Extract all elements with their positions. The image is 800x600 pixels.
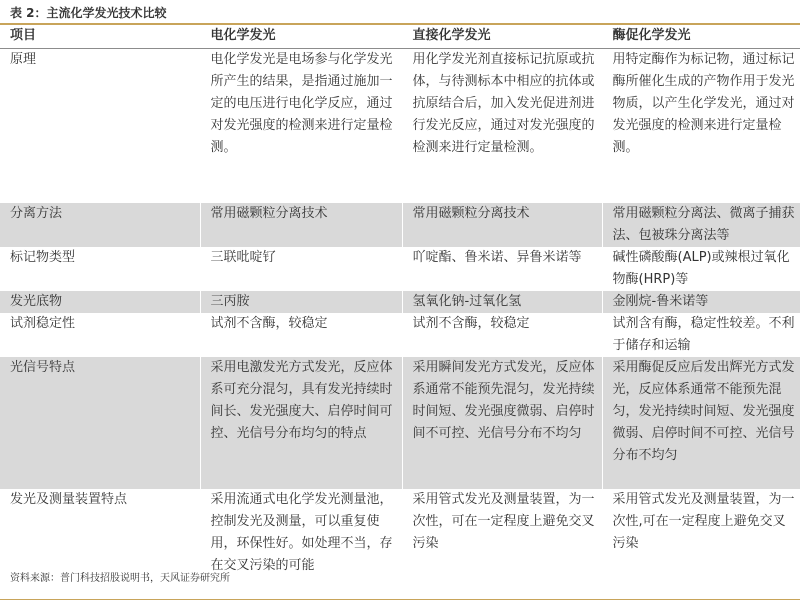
comparison-table (0, 25, 800, 600)
cell-enzyme: 采用酶促反应后发出辉光方式发光，反应体系通常不能预先混匀，发光持续时间短、发光强度微弱、启停时间不可控、光信号分布不均匀 (602, 357, 800, 489)
row-label: 标记物类型 (10, 250, 76, 265)
table-row (0, 313, 800, 357)
table-row (0, 247, 800, 291)
cell-enzyme: 常用磁颗粒分离法、微离子捕获法、包被珠分离法等 (602, 203, 800, 247)
row-label: 发光及测量装置特点 (0, 489, 200, 600)
cell-ecl: 三丙胺 (200, 291, 402, 313)
header-item: 项目 (0, 25, 200, 49)
cell-ecl: 采用流通式电化学发光测量池，控制发光及测量，可以重复使用，环保性好。如处理不当，存在交叉污染的可能 (200, 489, 402, 600)
cell-enzyme: 采用管式发光及测量装置，为一次性,可在一定程度上避免交叉污染 (602, 489, 800, 600)
table-row (0, 203, 800, 247)
cell-enzyme: 金刚烷-鲁米诺等 (602, 291, 800, 313)
table-row (0, 49, 800, 204)
header-ecl: 电化学发光 (200, 25, 402, 49)
cell-direct: 采用瞬间发光方式发光，反应体系通常不能预先混匀，发光持续时间短、发光强度微弱、启停时间不可控、光信号分布不均匀 (402, 357, 602, 489)
source-note: 资料来源：普门科技招股说明书，天风证券研究所 (10, 573, 230, 584)
cell-ecl: 试剂不含酶，较稳定 (200, 313, 402, 357)
cell-direct: 氢氧化钠-过氧化氢 (402, 291, 602, 313)
header-direct: 直接化学发光 (402, 25, 602, 49)
cell-direct: 采用管式发光及测量装置，为一次性，可在一定程度上避免交叉污染 (402, 489, 602, 600)
row-label: 光信号特点 (0, 357, 200, 489)
row-label: 试剂稳定性 (10, 316, 76, 331)
cell-enzyme: 试剂含有酶，稳定性较差。不利于储存和运输 (602, 313, 800, 357)
cell-enzyme: 碱性磷酸酶(ALP)或辣根过氧化物酶(HRP)等 (602, 247, 800, 291)
table-row (0, 291, 800, 313)
cell-direct: 用化学发光剂直接标记抗原或抗体，与待测标本中相应的抗体或抗原结合后，加入发光促进剂进行发光反应，通过对发光强度的检测来进行定量检测。 (402, 49, 602, 204)
cell-ecl: 常用磁颗粒分离技术 (200, 203, 402, 247)
cell-direct: 试剂不含酶，较稳定 (402, 313, 602, 357)
cell-direct: 吖啶酯、鲁米诺、异鲁米诺等 (402, 247, 602, 291)
table-caption: 表 2：主流化学发光技术比较 (10, 6, 167, 20)
cell-enzyme: 用特定酶作为标记物，通过标记酶所催化生成的产物作用于发光物质，以产生化学发光，通过对发光强度的检测来进行定量检测。 (602, 49, 800, 204)
row-label: 分离方法 (0, 203, 200, 247)
row-label: 发光底物 (0, 291, 200, 313)
cell-ecl: 三联吡啶钌 (200, 247, 402, 291)
table-row (0, 357, 800, 489)
header-enzyme: 酶促化学发光 (602, 25, 800, 49)
cell-direct: 常用磁颗粒分离技术 (402, 203, 602, 247)
row-label: 原理 (10, 52, 37, 67)
header-row (0, 25, 800, 49)
cell-ecl: 采用电激发光方式发光，反应体系可充分混匀，具有发光持续时间长、发光强度大、启停时间可控、光信号分布均匀的特点 (200, 357, 402, 489)
cell-ecl: 电化学发光是电场参与化学发光所产生的结果，是指通过施加一定的电压进行电化学反应，通过对发光强度的检测来进行定量检测。 (200, 49, 402, 204)
